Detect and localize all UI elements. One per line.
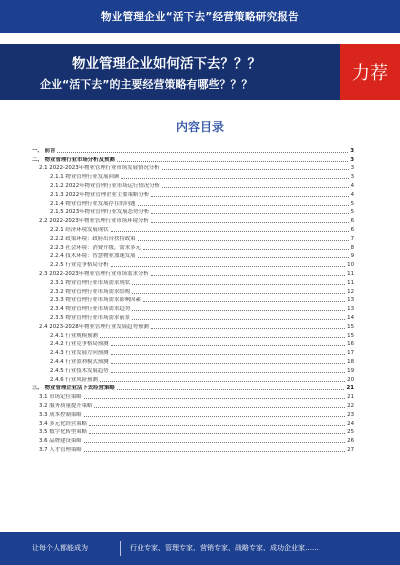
toc-entry-page: 24 bbox=[347, 420, 354, 427]
toc-entry-label: 3.7 人才管理策略 bbox=[39, 446, 82, 453]
toc-entry-label: 2.4.5 行业技术发展趋势 bbox=[50, 367, 109, 374]
toc-entry[interactable] bbox=[32, 435, 354, 444]
toc-leader-dots bbox=[111, 266, 346, 267]
toc-entry-label: 2.4.4 行业盈利模式预测 bbox=[50, 358, 109, 365]
report-header-bar bbox=[0, 0, 400, 33]
toc-entry-page: 19 bbox=[347, 367, 354, 374]
toc-entry-page: 21 bbox=[346, 385, 354, 392]
toc-entry[interactable] bbox=[32, 312, 354, 321]
table-of-contents bbox=[32, 145, 354, 527]
toc-entry[interactable] bbox=[32, 321, 354, 330]
toc-entry-page: 8 bbox=[350, 244, 354, 251]
toc-entry-page: 23 bbox=[347, 411, 354, 418]
toc-entry-label: 2.4.2 行业竞争格局预测 bbox=[50, 341, 109, 348]
toc-entry[interactable] bbox=[32, 145, 354, 154]
toc-leader-dots bbox=[143, 301, 345, 302]
toc-leader-dots bbox=[111, 372, 346, 373]
toc-entry-page: 6 bbox=[350, 218, 354, 225]
toc-entry-page: 11 bbox=[347, 279, 354, 286]
toc-leader-dots bbox=[84, 398, 346, 399]
toc-entry-page: 27 bbox=[347, 446, 354, 453]
toc-leader-dots bbox=[143, 249, 349, 250]
toc-entry-label: 2.4 2023-2028年物业管理行业发展趋势预测 bbox=[39, 323, 149, 330]
banner-title: 物业管理企业如何活下去？？？ bbox=[72, 56, 261, 72]
toc-heading: 内容目录 bbox=[175, 120, 224, 134]
toc-entry-page: 3 bbox=[350, 174, 354, 181]
toc-entry[interactable] bbox=[32, 330, 354, 339]
toc-entry-page: 3 bbox=[350, 165, 354, 172]
toc-entry[interactable] bbox=[32, 242, 354, 251]
toc-entry-page: 15 bbox=[347, 323, 354, 330]
recommend-stamp bbox=[340, 44, 400, 100]
toc-entry-page: 14 bbox=[347, 314, 354, 321]
footer-bar bbox=[0, 532, 400, 565]
toc-entry-label: 2.3.1 物业管理行业市场需求现状 bbox=[50, 279, 131, 286]
toc-leader-dots bbox=[162, 169, 349, 170]
toc-entry-page: 21 bbox=[347, 394, 354, 401]
toc-entry-label: 一、 前言 bbox=[32, 147, 56, 154]
toc-leader-dots bbox=[84, 442, 346, 443]
toc-entry-label: 3.6 品牌建设策略 bbox=[39, 438, 82, 445]
toc-entry-label: 2.1.1 物业管理行业发展回顾 bbox=[50, 174, 120, 181]
toc-leader-dots bbox=[57, 152, 348, 153]
toc-leader-dots bbox=[151, 213, 348, 214]
toc-leader-dots bbox=[111, 345, 346, 346]
toc-leader-dots bbox=[111, 231, 349, 232]
toc-entry-label: 2.3.5 物业管理行业市场需求前景 bbox=[50, 314, 131, 321]
toc-entry[interactable] bbox=[32, 356, 354, 365]
report-header-title: 物业管理企业“活下去”经营策略研究报告 bbox=[100, 11, 299, 23]
toc-entry[interactable] bbox=[32, 339, 354, 348]
toc-entry-page: 18 bbox=[347, 358, 354, 365]
toc-entry[interactable] bbox=[32, 180, 354, 189]
toc-entry-page: 3 bbox=[350, 147, 354, 154]
toc-entry[interactable] bbox=[32, 215, 354, 224]
toc-entry-label: 3.3 成本控制策略 bbox=[39, 411, 82, 418]
toc-leader-dots bbox=[151, 222, 349, 223]
toc-entry-label: 3.4 多元化经营策略 bbox=[39, 420, 88, 427]
toc-entry-label: 3.1 市场定位策略 bbox=[39, 394, 82, 401]
toc-entry-page: 3 bbox=[350, 156, 354, 163]
toc-leader-dots bbox=[111, 354, 346, 355]
toc-entry-page: 17 bbox=[347, 350, 354, 357]
toc-entry[interactable] bbox=[32, 259, 354, 268]
toc-entry[interactable] bbox=[32, 391, 354, 400]
toc-entry-page: 15 bbox=[347, 332, 354, 339]
toc-entry-page: 22 bbox=[347, 402, 354, 409]
toc-entry-label: 2.2.1 经济环境发展现状 bbox=[50, 226, 109, 233]
toc-entry-label: 2.4.1 行业规模预测 bbox=[50, 332, 98, 339]
toc-entry-label: 2.2.3 社会环境：消费升级，需求多元 bbox=[50, 244, 141, 251]
toc-entry-page: 5 bbox=[350, 200, 354, 207]
toc-entry[interactable] bbox=[32, 171, 354, 180]
toc-entry-label: 2.3.2 物业管理行业市场需求结构 bbox=[50, 288, 131, 295]
toc-leader-dots bbox=[151, 275, 345, 276]
toc-leader-dots bbox=[151, 196, 348, 197]
footer-slogan-right: 行业专家、管理专家、营销专家、战略专家、成功企业家…… bbox=[130, 544, 319, 552]
toc-entry-label: 2.2 2022-2023年物业管理行业市场环境分析 bbox=[39, 218, 149, 225]
toc-entry[interactable] bbox=[32, 207, 354, 216]
toc-leader-dots bbox=[111, 363, 346, 364]
toc-entry[interactable] bbox=[32, 374, 354, 383]
toc-entry[interactable] bbox=[32, 383, 354, 392]
toc-entry-page: 4 bbox=[350, 191, 354, 198]
toc-entry[interactable] bbox=[32, 286, 354, 295]
toc-entry-page: 20 bbox=[347, 376, 354, 383]
toc-entry-page: 6 bbox=[350, 226, 354, 233]
toc-entry-label: 2.3.3 物业管理行业市场需求影响因素 bbox=[50, 297, 141, 304]
toc-entry-label: 2.4.3 行业发展方向预测 bbox=[50, 350, 109, 357]
toc-entry-page: 12 bbox=[347, 288, 354, 295]
footer-divider bbox=[120, 541, 121, 556]
toc-entry[interactable] bbox=[32, 444, 354, 453]
toc-entry-page: 4 bbox=[350, 182, 354, 189]
toc-entry-page: 11 bbox=[347, 270, 354, 277]
toc-entry-label: 2.3.4 物业管理行业市场需求趋势 bbox=[50, 306, 131, 313]
toc-leader-dots bbox=[117, 161, 348, 162]
toc-leader-dots bbox=[138, 240, 349, 241]
toc-entry[interactable] bbox=[32, 189, 354, 198]
toc-leader-dots bbox=[132, 310, 345, 311]
toc-entry-label: 2.1.4 物业管理行业发展存在的问题 bbox=[50, 200, 136, 207]
toc-entry-page: 9 bbox=[350, 253, 354, 260]
toc-entry[interactable] bbox=[32, 154, 354, 163]
toc-leader-dots bbox=[132, 319, 345, 320]
toc-leader-dots bbox=[138, 257, 349, 258]
toc-leader-dots bbox=[151, 328, 345, 329]
toc-leader-dots bbox=[138, 205, 349, 206]
toc-entry-page: 13 bbox=[347, 306, 354, 313]
toc-entry-label: 2.2.4 技术环境：智慧物业加速发展 bbox=[50, 253, 136, 260]
toc-entry[interactable] bbox=[32, 303, 354, 312]
toc-leader-dots bbox=[121, 178, 348, 179]
toc-leader-dots bbox=[84, 451, 346, 452]
toc-leader-dots bbox=[117, 389, 345, 390]
toc-entry-label: 2.1.3 2022年物业管理企业主要策略分析 bbox=[50, 191, 150, 198]
toc-entry-label: 2.2.2 政策环境：政府出台扶持政策 bbox=[50, 235, 136, 242]
toc-entry-label: 2.4.6 行业风险预测 bbox=[50, 376, 98, 383]
toc-entry[interactable] bbox=[32, 409, 354, 418]
toc-leader-dots bbox=[89, 425, 345, 426]
toc-entry-label: 2.2.5 行业竞争格局分析 bbox=[50, 262, 109, 269]
toc-entry-page: 16 bbox=[347, 341, 354, 348]
toc-entry-label: 2.3 2022-2023年物业管理行业市场需求分析 bbox=[39, 270, 149, 277]
toc-entry-label: 2.1.5 2023年物业管理行业发展态势分析 bbox=[50, 209, 150, 216]
toc-entry-label: 2.1.2 2022年物业管理行业市场运行情况分析 bbox=[50, 182, 161, 189]
recommend-stamp-text: 力荐 bbox=[352, 63, 388, 84]
toc-entry-page: 5 bbox=[350, 209, 354, 216]
toc-entry-page: 26 bbox=[347, 438, 354, 445]
toc-entry[interactable] bbox=[32, 233, 354, 242]
toc-leader-dots bbox=[100, 337, 345, 338]
toc-entry-page: 10 bbox=[347, 262, 354, 269]
toc-entry-label: 二、 物业管理行业市场分析及预测 bbox=[32, 156, 115, 163]
toc-leader-dots bbox=[100, 381, 345, 382]
toc-entry[interactable] bbox=[32, 365, 354, 374]
toc-entry-page: 13 bbox=[347, 297, 354, 304]
toc-leader-dots bbox=[94, 407, 345, 408]
toc-entry[interactable] bbox=[32, 251, 354, 260]
toc-entry-page: 7 bbox=[350, 235, 354, 242]
toc-entry[interactable] bbox=[32, 427, 354, 436]
toc-entry[interactable] bbox=[32, 268, 354, 277]
toc-entry-label: 三、 物业管理企业活下去经营策略 bbox=[32, 385, 115, 392]
toc-entry-label: 3.5 数字化转型策略 bbox=[39, 429, 88, 436]
toc-entry-page: 25 bbox=[347, 429, 354, 436]
toc-entry[interactable] bbox=[32, 224, 354, 233]
toc-leader-dots bbox=[132, 293, 345, 294]
toc-leader-dots bbox=[84, 416, 346, 417]
toc-entry-label: 3.2 服务质量提升策略 bbox=[39, 402, 93, 409]
toc-entry[interactable] bbox=[32, 400, 354, 409]
toc-leader-dots bbox=[89, 433, 345, 434]
toc-leader-dots bbox=[132, 284, 345, 285]
toc-entry[interactable] bbox=[32, 198, 354, 207]
toc-entry[interactable] bbox=[32, 418, 354, 427]
toc-entry[interactable] bbox=[32, 163, 354, 172]
toc-entry[interactable] bbox=[32, 277, 354, 286]
banner-subtitle: 企业“活下去”的主要经营策略有哪些？？？ bbox=[40, 78, 253, 91]
toc-leader-dots bbox=[162, 187, 349, 188]
toc-entry[interactable] bbox=[32, 347, 354, 356]
toc-entry-label: 2.1 2022-2023年物业管理行业市场发展情况分析 bbox=[39, 165, 160, 172]
toc-entry[interactable] bbox=[32, 295, 354, 304]
footer-slogan-left: 让每个人都能成为 bbox=[32, 544, 88, 552]
